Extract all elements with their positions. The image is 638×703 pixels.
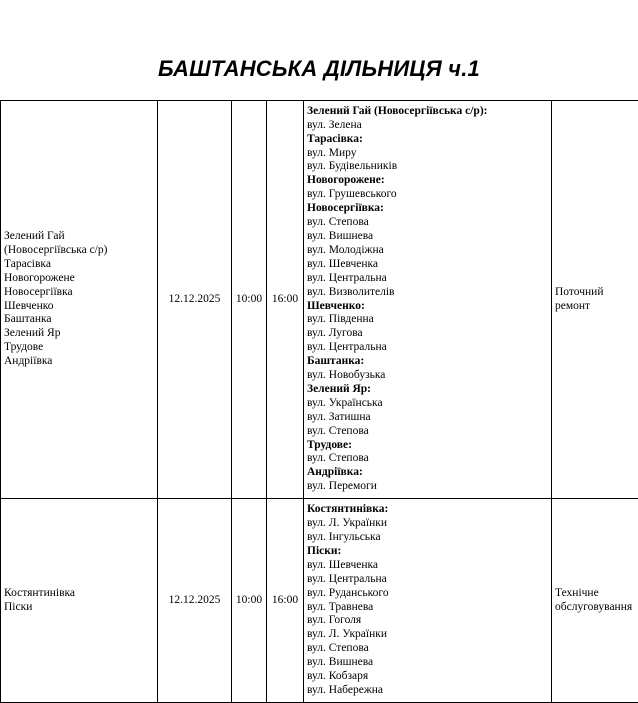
street-name: вул. Вишнева: [307, 656, 548, 670]
start-time-cell: [232, 499, 267, 703]
street-name: вул. Набережна: [307, 684, 548, 698]
page-title: БАШТАНСЬКА ДІЛЬНИЦЯ ч.1: [0, 56, 638, 82]
reason-cell: [552, 101, 638, 499]
street-name: вул. Молодіжна: [307, 244, 548, 258]
street-name: вул. Визволителів: [307, 286, 548, 300]
street-name: вул. Шевченка: [307, 559, 548, 573]
settlement-heading: Трудове:: [307, 439, 548, 453]
table-row: [1, 101, 638, 499]
street-name: вул. Лугова: [307, 327, 548, 341]
street-name: вул. Південна: [307, 313, 548, 327]
settlement-heading: Піски:: [307, 545, 548, 559]
settlement-heading: Новосергіївка:: [307, 202, 548, 216]
street-name: вул. Шевченка: [307, 258, 548, 272]
settlement-name: Шевченко: [4, 300, 154, 314]
settlement-name: Баштанка: [4, 313, 154, 327]
date-cell: [158, 101, 232, 499]
settlement-name: (Новосергіївська с/р): [4, 244, 154, 258]
street-name: вул. Вишнева: [307, 230, 548, 244]
settlement-heading: Зелений Гай (Новосергіївська с/р):: [307, 105, 548, 119]
street-name: вул. Л. Українки: [307, 628, 548, 642]
settlement-name: Зелений Яр: [4, 327, 154, 341]
streets-cell: [304, 101, 552, 499]
street-name: вул. Українська: [307, 397, 548, 411]
work-reason: Поточний: [555, 286, 637, 300]
street-name: вул. Гоголя: [307, 614, 548, 628]
street-name: вул. Степова: [307, 452, 548, 466]
start-time-cell: [232, 101, 267, 499]
outage-schedule-table: [0, 100, 638, 703]
settlement-name: Костянтинівка: [4, 587, 154, 601]
end-time: 16:00: [270, 293, 300, 307]
settlement-heading: Баштанка:: [307, 355, 548, 369]
street-name: вул. Руданського: [307, 587, 548, 601]
street-name: вул. Степова: [307, 642, 548, 656]
street-name: вул. Грушевського: [307, 188, 548, 202]
settlement-name: Новогорожене: [4, 272, 154, 286]
street-name: вул. Степова: [307, 216, 548, 230]
street-name: вул. Центральна: [307, 272, 548, 286]
settlement-heading: Новогорожене:: [307, 174, 548, 188]
street-name: вул. Перемоги: [307, 480, 548, 494]
street-name: вул. Центральна: [307, 341, 548, 355]
settlement-name: Тарасівка: [4, 258, 154, 272]
work-reason: ремонт: [555, 300, 637, 314]
end-time: 16:00: [270, 594, 300, 608]
settlement-heading: Зелений Яр:: [307, 383, 548, 397]
start-time: 10:00: [235, 594, 263, 608]
settlement-name: Трудове: [4, 341, 154, 355]
outage-date: 12.12.2025: [161, 594, 228, 608]
settlement-heading: Шевченко:: [307, 300, 548, 314]
street-name: вул. Миру: [307, 147, 548, 161]
street-name: вул. Затишна: [307, 411, 548, 425]
table-row: [1, 499, 638, 703]
settlement-name: Піски: [4, 601, 154, 615]
street-name: вул. Травнева: [307, 601, 548, 615]
street-name: вул. Новобузька: [307, 369, 548, 383]
street-name: вул. Зелена: [307, 119, 548, 133]
settlements-cell: [1, 101, 158, 499]
settlement-heading: Тарасівка:: [307, 133, 548, 147]
street-name: вул. Будівельників: [307, 160, 548, 174]
settlement-name: Андріївка: [4, 355, 154, 369]
street-name: вул. Кобзаря: [307, 670, 548, 684]
settlement-heading: Костянтинівка:: [307, 503, 548, 517]
reason-cell: [552, 499, 638, 703]
work-reason: обслуговування: [555, 601, 637, 615]
work-reason: Технічне: [555, 587, 637, 601]
street-name: вул. Л. Українки: [307, 517, 548, 531]
street-name: вул. Інгульська: [307, 531, 548, 545]
start-time: 10:00: [235, 293, 263, 307]
outage-date: 12.12.2025: [161, 293, 228, 307]
streets-cell: [304, 499, 552, 703]
end-time-cell: [267, 101, 304, 499]
settlement-name: Зелений Гай: [4, 230, 154, 244]
settlement-heading: Андріївка:: [307, 466, 548, 480]
settlements-cell: [1, 499, 158, 703]
street-name: вул. Центральна: [307, 573, 548, 587]
end-time-cell: [267, 499, 304, 703]
schedule-body: [1, 101, 638, 703]
date-cell: [158, 499, 232, 703]
street-name: вул. Степова: [307, 425, 548, 439]
settlement-name: Новосергіївка: [4, 286, 154, 300]
